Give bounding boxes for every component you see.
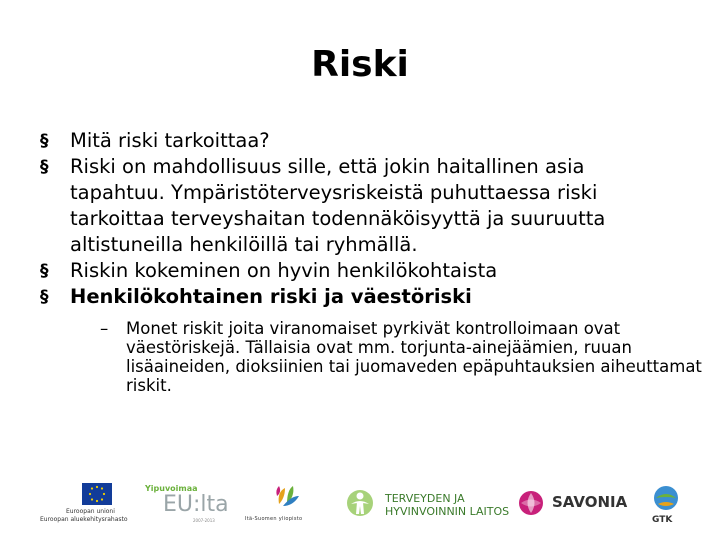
leaves-icon <box>273 482 301 510</box>
eulta-name: EU:lta <box>163 492 229 517</box>
eu-caption-top: Euroopan unioni <box>66 508 115 515</box>
bullet-marker: § <box>40 287 49 307</box>
sub-bullet-text: Monet riskit joita viranomaiset pyrkivät kontrolloimaan ovat väestöriskejä. Tällaisia ovat mm. torjunta-ainejäämien, ruuan lisäaineiden, dioksiinien tai juomaveden epäpuhtauksien aiheuttamat riskit. <box>126 319 702 395</box>
bullet-text: Mitä riski tarkoittaa? <box>70 129 270 152</box>
eu-caption: Euroopan aluekehitysrahasto <box>40 516 128 523</box>
uef-logo <box>245 478 335 526</box>
footer-logos <box>0 478 720 528</box>
thl-logo <box>345 478 510 526</box>
bullet-marker: § <box>40 261 49 281</box>
bullet-item <box>40 258 700 284</box>
globe-icon <box>652 484 680 512</box>
eulta-logo <box>143 478 229 526</box>
savonia-name: SAVONIA <box>552 493 628 511</box>
bullet-item <box>40 128 700 154</box>
thl-line1: TERVEYDEN JA <box>385 492 465 505</box>
eulta-year: 2007-2013 <box>193 518 215 523</box>
uef-caption: Itä-Suomen yliopisto <box>245 516 303 522</box>
sub-bullet-marker: – <box>100 319 109 338</box>
bullet-text: Riskin kokeminen on hyvin henkilökohtaista <box>70 259 498 282</box>
thl-line2: HYVINVOINNIN LAITOS <box>385 505 510 518</box>
bullet-item <box>40 284 700 310</box>
bullet-item <box>40 154 670 258</box>
savonia-logo <box>516 478 626 526</box>
bullet-text: Henkilökohtainen riski ja väestöriski <box>70 285 472 308</box>
eulta-top: Yipuvoimaa <box>145 484 198 493</box>
bullet-list <box>40 128 700 395</box>
gtk-name: GTK <box>652 515 673 525</box>
savonia-flower-icon <box>516 488 546 518</box>
slide-title: Riski <box>311 44 409 85</box>
bullet-text: Riski on mahdollisuus sille, että jokin haitallinen asia tapahtuu. Ympäristöterveysriskeistä puhuttaessa riski tarkoittaa terveyshaitan todennäköisyyttä ja suuruutta altistuneilla henkilöillä tai ryhmällä. <box>70 155 606 256</box>
bullet-marker: § <box>40 131 49 151</box>
bullet-marker: § <box>40 157 49 177</box>
sub-bullet-item <box>100 319 716 395</box>
eu-flag-icon <box>82 483 112 505</box>
gtk-logo <box>648 478 688 526</box>
eu-logo <box>40 478 128 526</box>
thl-figure-icon <box>345 488 375 518</box>
